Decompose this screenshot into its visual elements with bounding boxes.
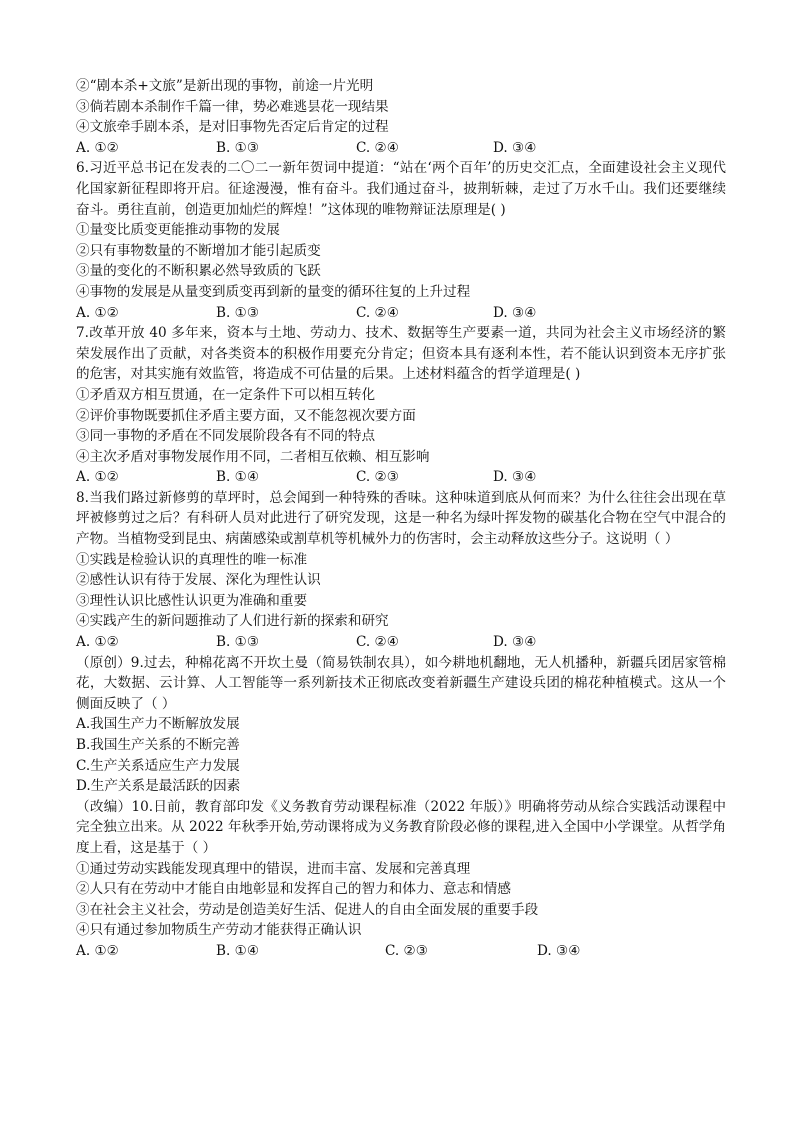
statement-4: ④实践产生的新问题推动了人们进行新的探索和研究 (76, 613, 389, 630)
option-b: B. ①③ (216, 304, 260, 321)
option-d: D. ③④ (493, 139, 537, 156)
option-d: D. ③④ (493, 634, 537, 651)
option-b: B. ①③ (216, 139, 260, 156)
statement-4: ④事物的发展是从量变到质变再到新的量变的循环往复的上升过程 (76, 283, 471, 300)
statement-1: ①量变比质变更能推动事物的发展 (76, 222, 280, 239)
answer-options (76, 303, 726, 324)
question-6 (76, 158, 726, 323)
statement-2: ②“剧本杀+文旅”是新出现的事物，前途一片光明 (76, 78, 374, 94)
option-c: C. ②③ (385, 942, 428, 959)
option-d: D. ③④ (493, 304, 537, 321)
choice-d: D.生产关系是最活跃的因素 (76, 778, 241, 795)
option-a: A. ①② (76, 139, 119, 156)
statement-2: ②感性认识有待于发展、深化为理性认识 (76, 572, 321, 589)
question-stem: （原创）9.过去，种棉花离不开坎土曼（简易铁制农具），如今耕地机翻地，无人机播种，新疆兵团居家管棉花，大数据、云计算、人工智能等一系列新技术正彻底改变着新疆生产建设兵团的棉花种植模式。这从一个侧面反映了（ ） (76, 654, 726, 712)
statement-4: ④主次矛盾对事物发展作用不同，二者相互依赖、相互影响 (76, 448, 430, 465)
statement-3: ③倘若剧本杀制作千篇一律，势必难逃昙花一现结果 (76, 98, 389, 115)
statement-3: ③在社会主义社会，劳动是创造美好生活、促进人的自由全面发展的重要手段 (76, 901, 539, 918)
choice-a: A.我国生产力不断解放发展 (76, 716, 240, 733)
question-7 (76, 323, 726, 488)
option-d: D. ③④ (537, 942, 581, 959)
statement-2: ②只有事物数量的不断增加才能引起质变 (76, 242, 321, 259)
option-c: C. ②④ (356, 634, 399, 651)
option-b: B. ①④ (216, 942, 260, 959)
question-9 (76, 653, 726, 797)
option-a: A. ①② (76, 304, 119, 321)
choice-b: B.我国生产关系的不断完善 (76, 737, 240, 753)
option-d: D. ③④ (493, 469, 537, 486)
question-10 (76, 797, 726, 962)
question-stem: 8.当我们路过新修剪的草坪时，总会闻到一种特殊的香味。这种味道到底从何而来？为什么往往会出现在草坪被修剪过之后？有科研人员对此进行了研究发现，这是一种名为绿叶挥发物的碳基化合物在空气中混合的产物。当植物受到昆虫、病菌感染或割草机等机械外力的伤害时，会主动释放这些分子。这说明（ ） (76, 489, 726, 548)
answer-options (76, 138, 726, 159)
option-c: C. ②③ (356, 469, 399, 486)
choice-c: C.生产关系适应生产力发展 (76, 757, 240, 774)
statement-3: ③理性认识比感性认识更为准确和重要 (76, 592, 308, 609)
answer-options (76, 467, 726, 488)
option-a: A. ①② (76, 634, 119, 651)
question-stem: （改编）10.日前，教育部印发《义务教育劳动课程标准（2022 年版）》明确将劳动从综合实践活动课程中完全独立出来。从 2022 年秋季开始,劳动课将成为义务教育阶段必修的课程,进入全国中小学课堂。从哲学角度上看，这是基于（ ） (76, 798, 727, 856)
question-5-tail (76, 76, 726, 158)
statement-1: ①矛盾双方相互贯通，在一定条件下可以相互转化 (76, 386, 376, 403)
option-c: C. ②④ (356, 304, 399, 321)
statement-1: ①通过劳动实践能发现真理中的错误，进而丰富、发展和完善真理 (76, 860, 471, 877)
statement-4: ④只有通过参加物质生产劳动才能获得正确认识 (76, 922, 362, 939)
statement-3: ③同一事物的矛盾在不同发展阶段各有不同的特点 (76, 428, 376, 445)
answer-options (76, 941, 726, 962)
option-b: B. ①③ (216, 634, 260, 651)
question-8 (76, 488, 726, 653)
statement-1: ①实践是检验认识的真理性的唯一标准 (76, 551, 308, 568)
statement-2: ②评价事物既要抓住矛盾主要方面，又不能忽视次要方面 (76, 407, 416, 424)
exam-page (76, 76, 726, 962)
answer-options (76, 632, 726, 653)
question-stem: 7.改革开放 40 多年来，资本与土地、劳动力、技术、数据等生产要素一道，共同为社会主义市场经济的繁荣发展作出了贡献，对各类资本的积极作用要充分肯定；但资本具有逐利本性，若不能认识到资本无序扩张的危害，对其实施有效监管，将造成不可估量的后果。上述材料蕴含的哲学道理是( ) (76, 325, 726, 383)
option-a: A. ①② (76, 469, 119, 486)
question-stem: 6.习近平总书记在发表的二〇二一新年贺词中提道：“站在‘两个百年’的历史交汇点，全面建设社会主义现代化国家新征程即将开启。征途漫漫，惟有奋斗。我们通过奋斗，披荆斩棘，走过了万水千山。我们还要继续奋斗。勇往直前，创造更加灿烂的辉煌！”这体现的唯物辩证法原理是( ) (76, 160, 726, 218)
option-b: B. ①④ (216, 469, 260, 486)
statement-2: ②人只有在劳动中才能自由地彰显和发挥自己的智力和体力、意志和情感 (76, 881, 511, 898)
option-a: A. ①② (76, 942, 119, 959)
statement-4: ④文旅牵手剧本杀，是对旧事物先否定后肯定的过程 (76, 119, 389, 136)
statement-3: ③量的变化的不断积累必然导致质的飞跃 (76, 263, 321, 280)
option-c: C. ②④ (356, 139, 399, 156)
